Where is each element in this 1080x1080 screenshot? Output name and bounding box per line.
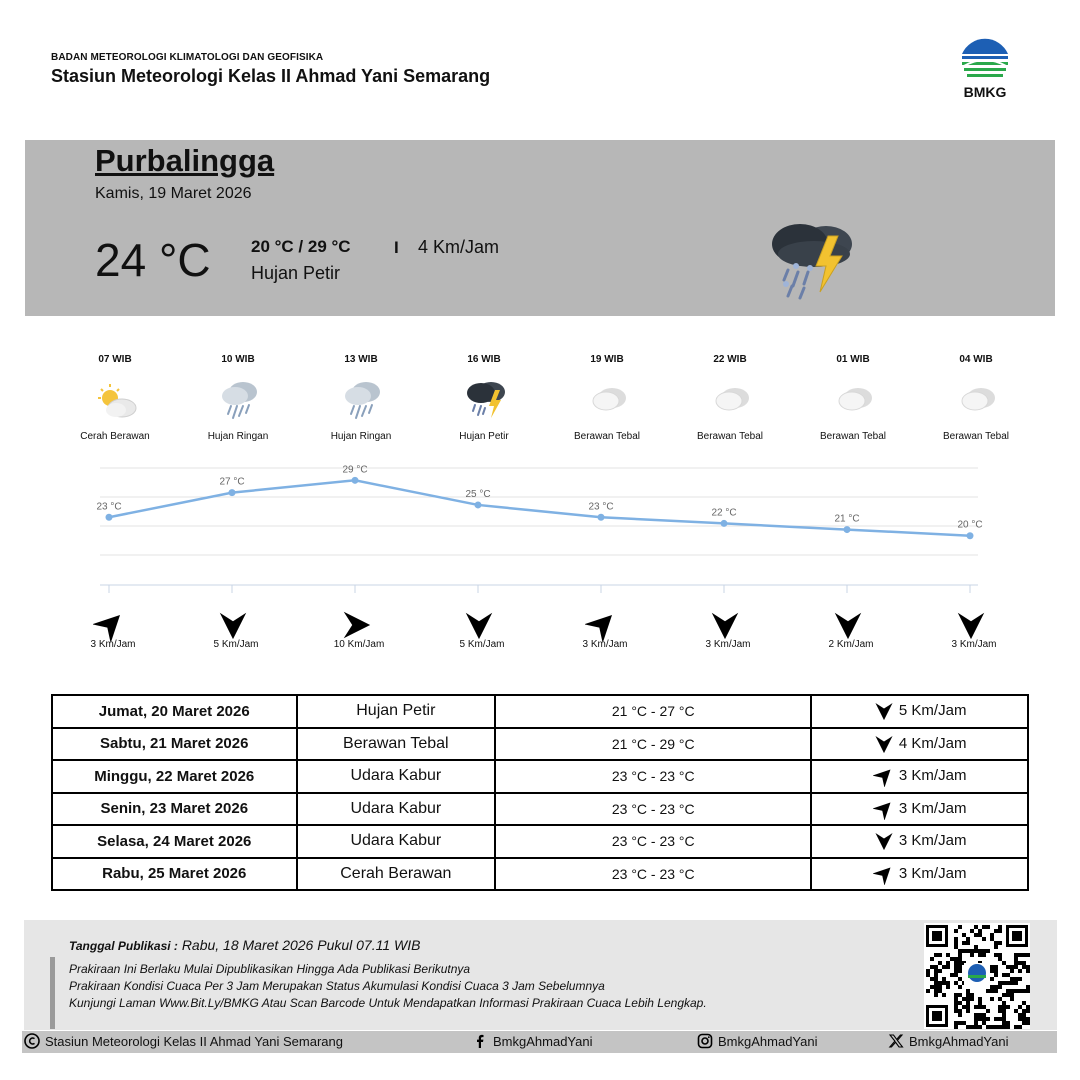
facebook-icon <box>472 1033 488 1049</box>
bmkg-logo-text: BMKG <box>963 84 1007 100</box>
copyright-text: Stasiun Meteorologi Kelas II Ahmad Yani Semarang <box>45 1033 343 1049</box>
forecast-condition: Berawan Tebal <box>297 728 496 761</box>
x-icon <box>888 1033 904 1049</box>
forecast-wind-speed: 3 Km/Jam <box>898 832 967 850</box>
forecast-condition: Hujan Petir <box>297 695 496 728</box>
x-link[interactable] <box>888 1033 1008 1049</box>
hour-condition: Hujan Ringan <box>207 431 269 442</box>
temperature-point <box>229 489 236 496</box>
copyright <box>24 1033 343 1049</box>
publication-date <box>69 937 420 953</box>
partly-cloudy-icon <box>94 378 140 422</box>
forecast-wind <box>811 793 1028 826</box>
forecast-date: Selasa, 24 Maret 2026 <box>52 825 297 858</box>
overcast-icon <box>955 378 1001 422</box>
forecast-date: Senin, 23 Maret 2026 <box>52 793 297 826</box>
forecast-temperature: 23 °C - 23 °C <box>495 858 811 891</box>
hour-condition: Berawan Tebal <box>943 431 1009 442</box>
instagram-handle: BmkgAhmadYani <box>718 1033 818 1049</box>
wind-speed-label: 3 Km/Jam <box>705 639 751 650</box>
forecast-date: Jumat, 20 Maret 2026 <box>52 695 297 728</box>
forecast-wind-speed: 3 Km/Jam <box>898 767 967 785</box>
temperature-chart <box>0 450 1080 610</box>
publication-label: Tanggal Publikasi : <box>69 939 178 953</box>
hour-time: 07 WIB <box>98 354 132 365</box>
daily-forecast-table <box>51 694 1029 891</box>
temperature-point <box>844 526 851 533</box>
forecast-condition: Udara Kabur <box>297 760 496 793</box>
temperature-point <box>352 477 359 484</box>
hour-condition: Berawan Tebal <box>574 431 640 442</box>
table-row <box>52 858 1028 891</box>
forecast-temperature: 23 °C - 23 °C <box>495 760 811 793</box>
footer-note: Kunjungi Laman Www.Bit.Ly/BMKG Atau Scan Barcode Untuk Mendapatkan Informasi Prakiraan Cuaca Lebih Lengkap. <box>69 996 707 1010</box>
instagram-link[interactable] <box>697 1033 817 1049</box>
wind-speed-label: 2 Km/Jam <box>828 639 874 650</box>
forecast-temperature: 21 °C - 29 °C <box>495 728 811 761</box>
publication-value: Rabu, 18 Maret 2026 Pukul 07.11 WIB <box>181 937 421 953</box>
table-row <box>52 825 1028 858</box>
wind-arrow-icon <box>873 798 895 820</box>
hour-condition: Berawan Tebal <box>697 431 763 442</box>
station-name: Stasiun Meteorologi Kelas II Ahmad Yani Semarang <box>51 66 491 86</box>
temperature-label: 27 °C <box>219 476 245 488</box>
forecast-wind-speed: 5 Km/Jam <box>898 702 967 720</box>
hour-time: 01 WIB <box>836 354 870 365</box>
x-handle: BmkgAhmadYani <box>909 1033 1009 1049</box>
wind-speed-label: 3 Km/Jam <box>582 639 628 650</box>
wind-arrow-icon <box>873 733 895 755</box>
forecast-wind <box>811 825 1028 858</box>
wind-speed-label: 3 Km/Jam <box>90 639 136 650</box>
temperature-point <box>598 514 605 521</box>
forecast-wind <box>811 858 1028 891</box>
temperature-range: 20 °C / 29 °C <box>251 237 351 256</box>
table-row <box>52 793 1028 826</box>
temperature-point <box>967 532 974 539</box>
footer-note: Prakiraan Kondisi Cuaca Per 3 Jam Merupakan Status Akumulasi Kondisi Cuaca 3 Jam Sebelumnya <box>69 979 605 993</box>
temperature-label: 20 °C <box>957 519 983 531</box>
table-row <box>52 695 1028 728</box>
city-name: Purbalingga <box>95 143 275 178</box>
forecast-wind <box>811 728 1028 761</box>
hour-condition: Berawan Tebal <box>820 431 886 442</box>
light-rain-icon <box>340 378 386 422</box>
forecast-wind-speed: 3 Km/Jam <box>898 799 967 817</box>
temperature-point <box>721 520 728 527</box>
forecast-wind <box>811 760 1028 793</box>
table-row <box>52 760 1028 793</box>
forecast-temperature: 23 °C - 23 °C <box>495 793 811 826</box>
forecast-condition: Udara Kabur <box>297 825 496 858</box>
temperature-label: 21 °C <box>834 513 860 525</box>
temperature-point <box>106 514 113 521</box>
temperature-label: 22 °C <box>711 507 737 519</box>
footer-accent-bar <box>50 957 55 1029</box>
current-temperature: 24 °C <box>95 234 211 286</box>
facebook-link[interactable] <box>472 1033 592 1049</box>
qr-code-icon[interactable] <box>924 923 1030 1029</box>
forecast-wind-speed: 4 Km/Jam <box>898 734 967 752</box>
overcast-icon <box>709 378 755 422</box>
wind-arrow-icon <box>873 765 895 787</box>
light-rain-icon <box>217 378 263 422</box>
footer-note: Prakiraan Ini Berlaku Mulai Dipublikasikan Hingga Ada Publikasi Berikutnya <box>69 962 471 976</box>
current-condition: Hujan Petir <box>251 263 341 283</box>
hour-time: 22 WIB <box>713 354 747 365</box>
separator: I <box>394 238 399 257</box>
temperature-label: 29 °C <box>342 464 368 476</box>
wind-speed-label: 10 Km/Jam <box>333 639 385 650</box>
overcast-icon <box>832 378 878 422</box>
forecast-temperature: 23 °C - 23 °C <box>495 825 811 858</box>
copyright-icon <box>24 1033 40 1049</box>
current-date: Kamis, 19 Maret 2026 <box>95 185 252 202</box>
forecast-date: Minggu, 22 Maret 2026 <box>52 760 297 793</box>
facebook-handle: BmkgAhmadYani <box>493 1033 593 1049</box>
wind-speed-label: 5 Km/Jam <box>213 639 259 650</box>
hour-time: 19 WIB <box>590 354 624 365</box>
wind-arrow-icon <box>873 830 895 852</box>
wind-speed-label: 3 Km/Jam <box>951 639 997 650</box>
current-wind: 4 Km/Jam <box>418 237 500 257</box>
table-row <box>52 728 1028 761</box>
forecast-date: Sabtu, 21 Maret 2026 <box>52 728 297 761</box>
temperature-label: 23 °C <box>588 501 614 513</box>
temperature-point <box>475 501 482 508</box>
temperature-line <box>109 480 970 535</box>
instagram-icon <box>697 1033 713 1049</box>
forecast-condition: Udara Kabur <box>297 793 496 826</box>
temperature-label: 25 °C <box>465 488 491 500</box>
forecast-condition: Cerah Berawan <box>297 858 496 891</box>
hour-condition: Cerah Berawan <box>80 431 150 442</box>
hour-condition: Hujan Ringan <box>330 431 392 442</box>
agency-name: BADAN METEOROLOGI KLIMATOLOGI DAN GEOFISIKA <box>51 52 324 63</box>
forecast-date: Rabu, 25 Maret 2026 <box>52 858 297 891</box>
hour-time: 16 WIB <box>467 354 501 365</box>
thunderstorm-icon <box>463 378 509 422</box>
thunderstorm-icon <box>766 218 858 302</box>
wind-speed-label: 5 Km/Jam <box>459 639 505 650</box>
temperature-label: 23 °C <box>96 501 122 513</box>
forecast-wind <box>811 695 1028 728</box>
overcast-icon <box>586 378 632 422</box>
wind-arrow-icon <box>873 863 895 885</box>
forecast-wind-speed: 3 Km/Jam <box>898 864 967 882</box>
wind-arrow-icon <box>873 700 895 722</box>
hour-condition: Hujan Petir <box>459 431 509 442</box>
hour-time: 10 WIB <box>221 354 255 365</box>
hour-time: 04 WIB <box>959 354 993 365</box>
forecast-temperature: 21 °C - 27 °C <box>495 695 811 728</box>
hour-time: 13 WIB <box>344 354 378 365</box>
